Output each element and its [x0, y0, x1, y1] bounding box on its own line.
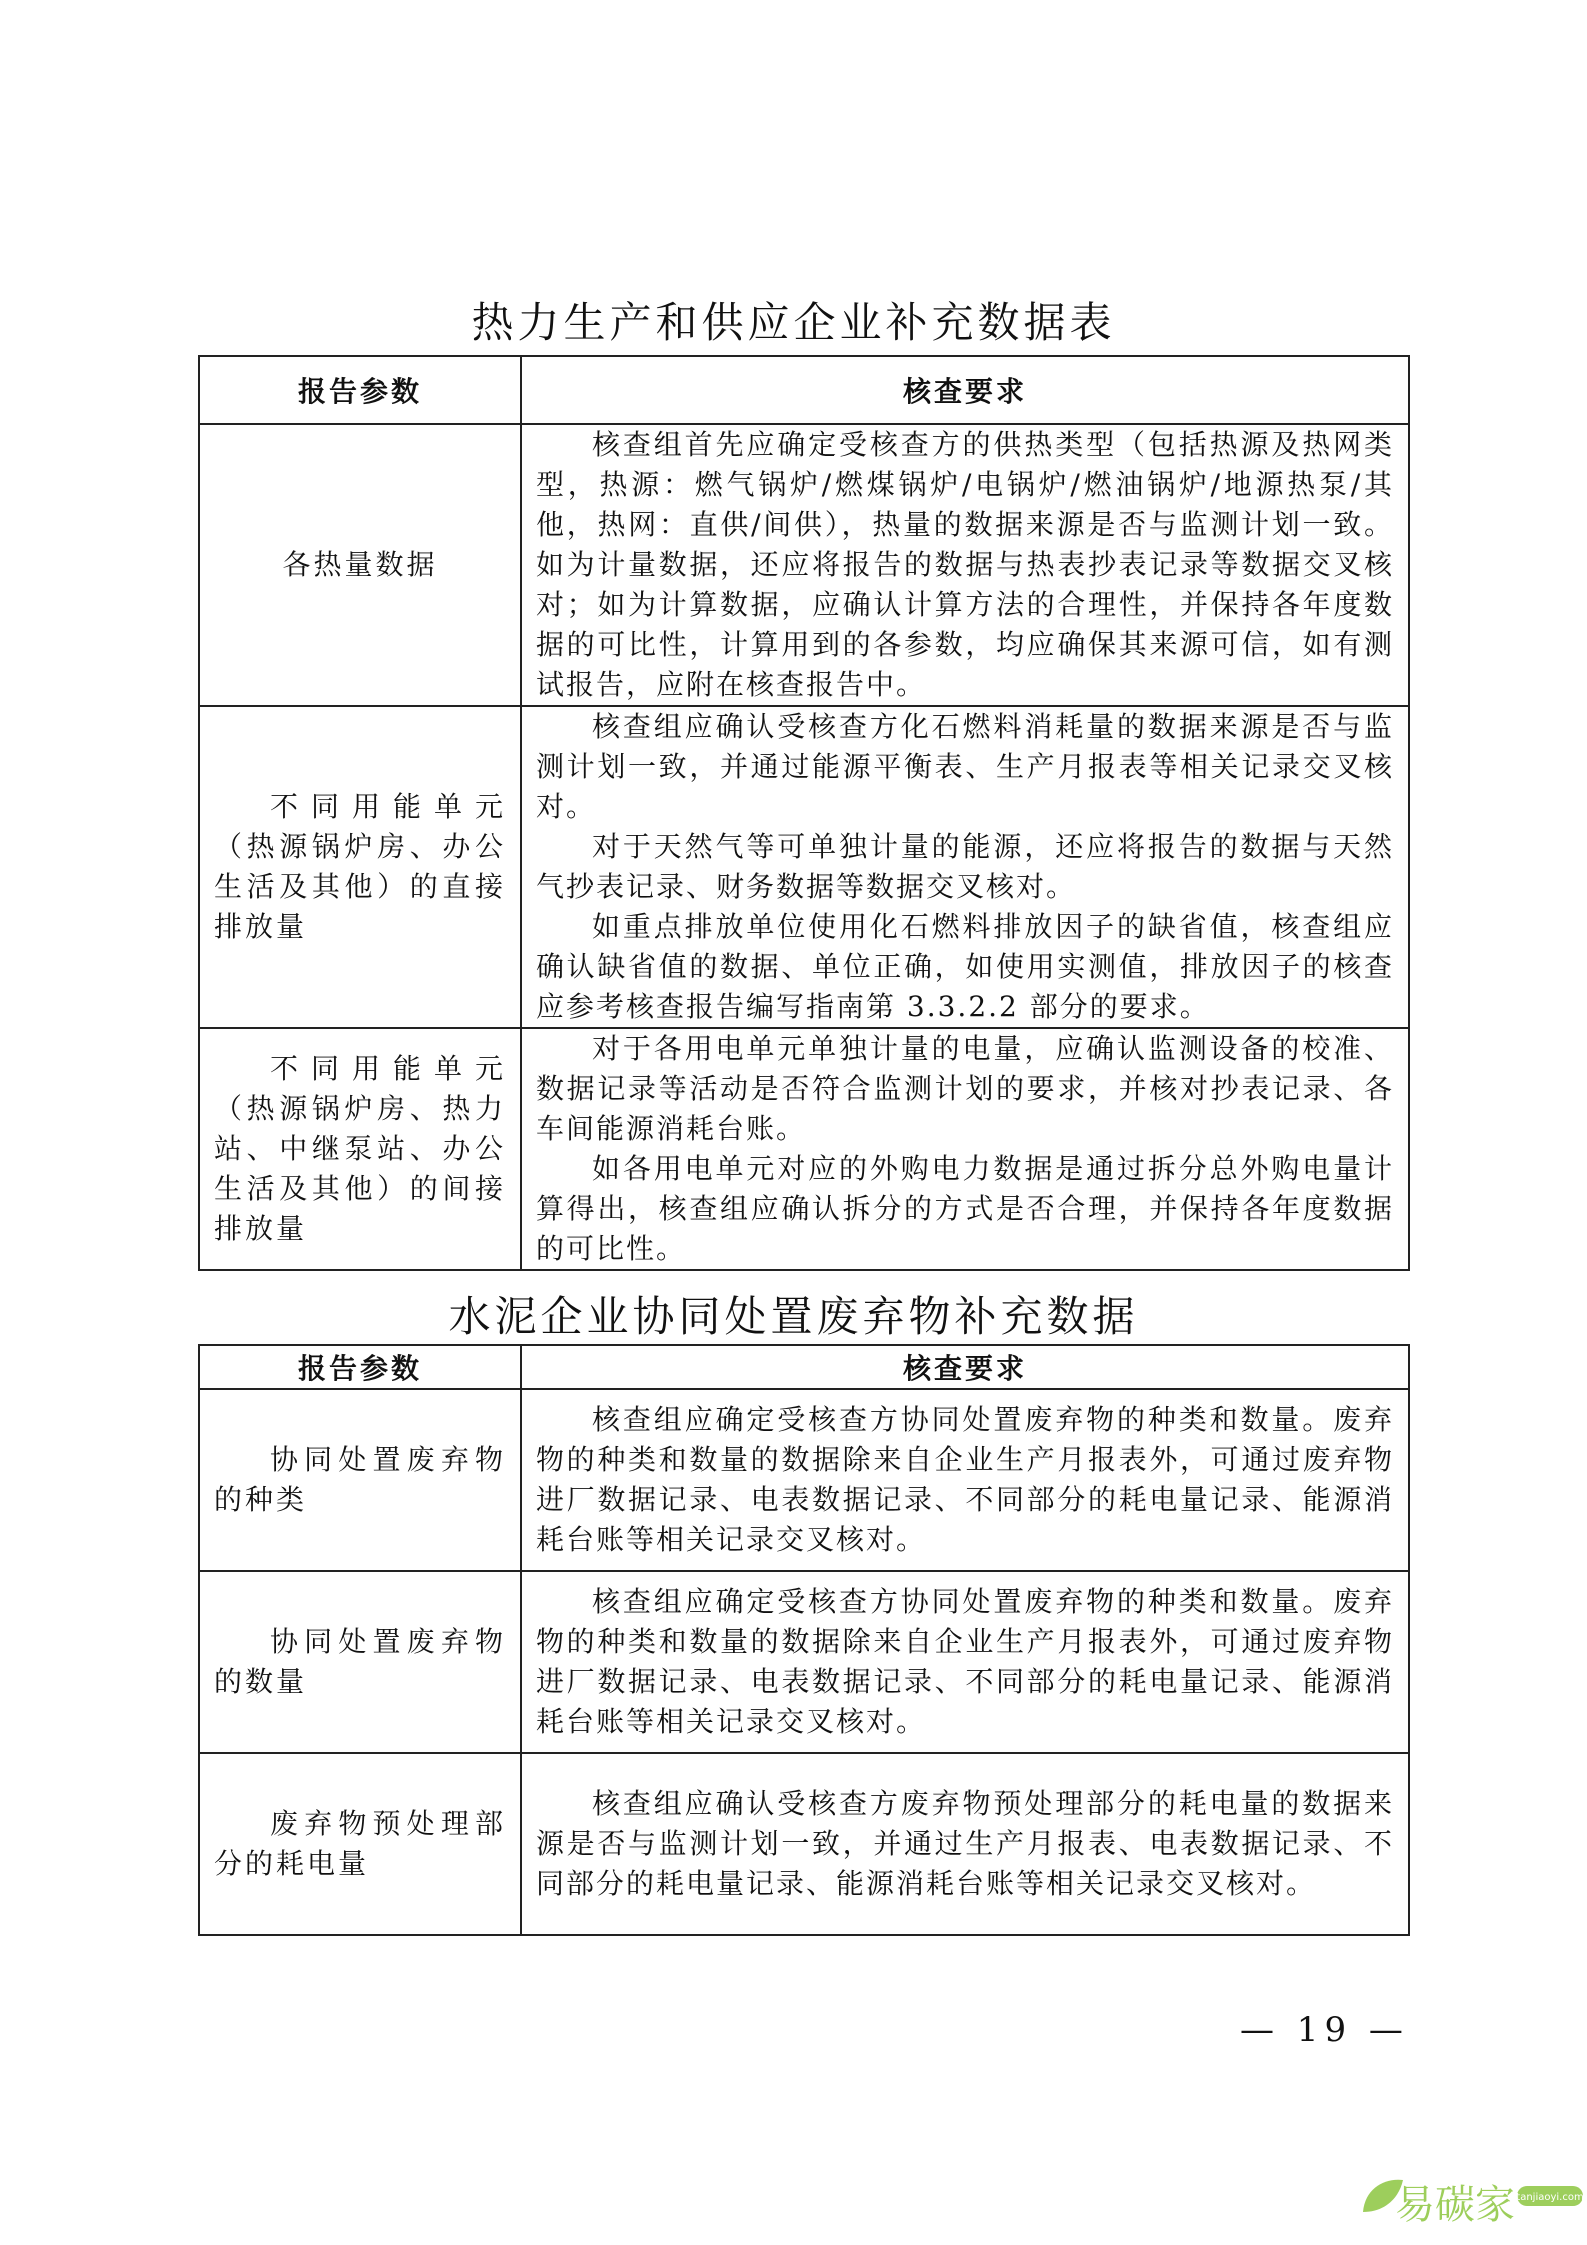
header-param: 报告参数 — [199, 356, 521, 424]
table-row — [199, 1028, 1409, 1270]
table-row — [199, 706, 1409, 1028]
param-cell — [199, 1389, 521, 1571]
table-row — [199, 424, 1409, 706]
watermark-logo-text: 易碳家 — [1395, 2182, 1515, 2228]
requirement-paragraph: 如重点排放单位使用化石燃料排放因子的缺省值，核查组应确认缺省值的数据、单位正确，如使用实测值，排放因子的核查应参考核查报告编写指南第 3.3.2.2 部分的要求。 — [536, 910, 1394, 1023]
table1-header-row — [199, 356, 1409, 424]
requirement-paragraph: 核查组首先应确定受核查方的供热类型（包括热源及热网类型，热源：燃气锅炉/燃煤锅炉/电锅炉/燃油锅炉/地源热泵/其他，热网：直供/间供），热量的数据来源是否与监测计划一致。如为计量数据，还应将报告的数据与热表抄表记录等数据交叉核对；如为计算数据，应确认计算方法的合理性，并保持各年度数据的可比性，计算用到的各参数，均应确保其来源可信，如有测试报告，应附在核查报告中。 — [536, 428, 1394, 701]
requirement-cell — [521, 424, 1409, 706]
table-row — [199, 1753, 1409, 1935]
requirement-cell — [521, 1028, 1409, 1270]
param-cell — [199, 1571, 521, 1753]
table-row — [199, 1389, 1409, 1571]
param-text: 不同用能单元（热源锅炉房、办公生活及其他）的直接排放量 — [214, 790, 506, 943]
header-param: 报告参数 — [199, 1345, 521, 1389]
header-requirement: 核查要求 — [521, 1345, 1409, 1389]
watermark-domain: tanjiaoyi.com — [1516, 2192, 1584, 2203]
requirement-cell — [521, 1571, 1409, 1753]
requirement-paragraph: 核查组应确定受核查方协同处置废弃物的种类和数量。废弃物的种类和数量的数据除来自企业生产月报表外，可通过废弃物进厂数据记录、电表数据记录、不同部分的耗电量记录、能源消耗台账等相关记录交叉核对。 — [536, 1403, 1394, 1556]
param-cell — [199, 1028, 521, 1270]
table-row — [199, 1571, 1409, 1753]
param-cell — [199, 1753, 521, 1935]
requirement-paragraph: 对于天然气等可单独计量的能源，还应将报告的数据与天然气抄表记录、财务数据等数据交叉核对。 — [536, 830, 1394, 903]
requirement-paragraph: 核查组应确定受核查方协同处置废弃物的种类和数量。废弃物的种类和数量的数据除来自企业生产月报表外，可通过废弃物进厂数据记录、电表数据记录、不同部分的耗电量记录、能源消耗台账等相关记录交叉核对。 — [536, 1585, 1394, 1738]
param-text: 协同处置废弃物的数量 — [214, 1625, 506, 1698]
param-text: 不同用能单元（热源锅炉房、热力站、中继泵站、办公生活及其他）的间接排放量 — [214, 1052, 506, 1245]
table2-title: 水泥企业协同处置废弃物补充数据 — [448, 1292, 1139, 1341]
table1-title: 热力生产和供应企业补充数据表 — [471, 298, 1116, 347]
requirement-cell — [521, 706, 1409, 1028]
header-requirement: 核查要求 — [521, 356, 1409, 424]
param-cell: 各热量数据 — [199, 424, 521, 706]
table2-header-row — [199, 1345, 1409, 1389]
requirement-paragraph: 如各用电单元对应的外购电力数据是通过拆分总外购电量计算得出，核查组应确认拆分的方式是否合理，并保持各年度数据的可比性。 — [536, 1152, 1394, 1265]
requirement-cell — [521, 1389, 1409, 1571]
param-text: 废弃物预处理部分的耗电量 — [214, 1807, 506, 1880]
table2 — [198, 1344, 1410, 1936]
page-number: — 19 — — [1240, 2010, 1409, 2050]
table1 — [198, 355, 1410, 1271]
requirement-paragraph: 核查组应确认受核查方化石燃料消耗量的数据来源是否与监测计划一致，并通过能源平衡表、生产月报表等相关记录交叉核对。 — [536, 710, 1394, 823]
requirement-paragraph: 核查组应确认受核查方废弃物预处理部分的耗电量的数据来源是否与监测计划一致，并通过生产月报表、电表数据记录、不同部分的耗电量记录、能源消耗台账等相关记录交叉核对。 — [536, 1787, 1394, 1900]
watermark-logo — [1355, 2168, 1585, 2232]
param-cell — [199, 706, 521, 1028]
requirement-paragraph: 对于各用电单元单独计量的电量，应确认监测设备的校准、数据记录等活动是否符合监测计划的要求，并核对抄表记录、各车间能源消耗台账。 — [536, 1032, 1394, 1145]
param-text: 协同处置废弃物的种类 — [214, 1443, 506, 1516]
requirement-cell — [521, 1753, 1409, 1935]
